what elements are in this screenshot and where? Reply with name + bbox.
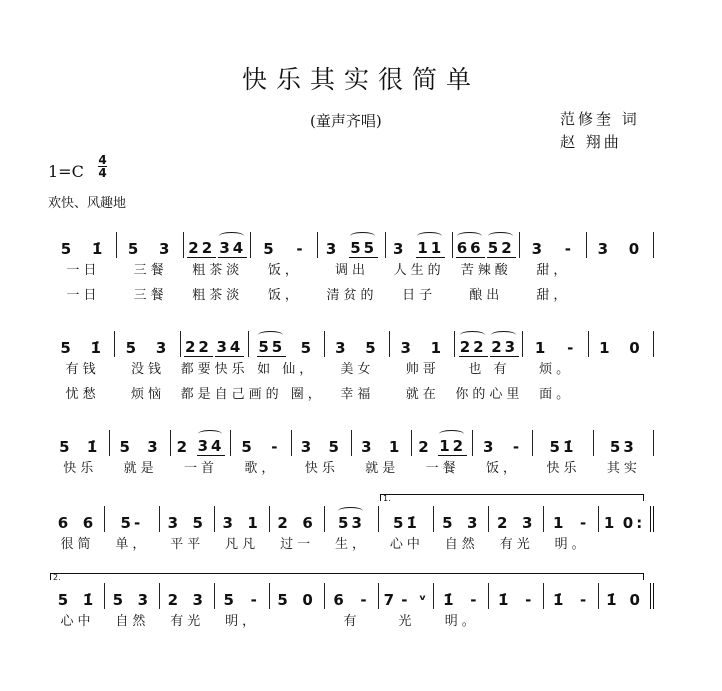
time-signature xyxy=(98,154,107,179)
lyric-verse-1: 人生的 xyxy=(393,263,445,278)
note-group: 5 xyxy=(442,514,456,532)
measure-notes xyxy=(231,430,291,456)
lyric-verse-1: 调出 xyxy=(334,263,369,278)
lyric-verse-1: 一日 xyxy=(66,263,101,278)
note-group: 53 xyxy=(338,514,365,532)
measure xyxy=(523,331,588,407)
measure-notes xyxy=(325,583,380,609)
song-title: 快乐其实很简单 xyxy=(241,65,480,94)
lyric-verse-1: 一首 xyxy=(184,461,219,476)
lyric-verse-2: 清贫的 xyxy=(326,288,378,303)
measure xyxy=(489,583,544,634)
measure xyxy=(325,583,380,634)
measure xyxy=(171,430,231,481)
lyric-verse-1: 都要快乐 xyxy=(180,362,249,377)
note-group: 1 xyxy=(534,339,549,357)
lyric-verse-1: 美女 xyxy=(340,362,375,377)
note-group: - xyxy=(564,240,575,258)
note-group: 3 xyxy=(400,339,414,357)
measure-notes xyxy=(50,583,105,609)
measure xyxy=(270,506,325,557)
lyric-verse-2: 你的心里 xyxy=(455,387,524,402)
note-group: 2 xyxy=(418,438,432,456)
measure xyxy=(325,331,390,407)
note-group: 2 xyxy=(176,438,191,456)
measure-notes xyxy=(352,430,412,456)
note-group: 52 xyxy=(487,239,515,257)
measure-notes xyxy=(544,583,599,609)
measure-notes xyxy=(105,583,160,609)
measure xyxy=(231,430,291,481)
measure xyxy=(115,331,180,407)
note-group: - xyxy=(360,591,370,609)
lyric-verse-1: 歌， xyxy=(244,461,279,476)
measure xyxy=(455,331,523,407)
measure-notes xyxy=(270,583,325,609)
measure xyxy=(386,232,453,308)
note-group: 3 xyxy=(158,240,173,258)
lyric-verse-1: 凡凡 xyxy=(225,537,260,552)
lyric-verse-1: 苦辣酸 xyxy=(460,263,512,278)
measure-notes xyxy=(544,506,599,532)
note-group: 1̇ xyxy=(443,591,457,609)
note-group: 55 xyxy=(350,239,378,257)
key-signature: 1=C xyxy=(48,162,84,181)
lyric-verse-1: 粗茶淡 xyxy=(192,263,244,278)
lyric-verse-1: 一餐 xyxy=(425,461,460,476)
note-group: 3 xyxy=(335,339,349,357)
measure-notes xyxy=(160,583,215,609)
note-group: 34 xyxy=(197,437,225,455)
note-group: 5 xyxy=(60,240,75,258)
note-group: - xyxy=(271,438,281,456)
note-group: 1 xyxy=(430,339,445,357)
measure-notes xyxy=(50,232,117,258)
measure-notes xyxy=(184,232,251,258)
staff-row xyxy=(50,331,654,407)
note-group: 5- xyxy=(120,514,144,532)
note-group: 6 xyxy=(302,514,316,532)
note-group: 5 xyxy=(328,438,342,456)
measure xyxy=(379,583,434,634)
note-group: 6 xyxy=(333,591,347,609)
note-group: 5 xyxy=(119,438,133,456)
measure xyxy=(184,232,251,308)
note-group: 2 xyxy=(497,514,511,532)
measure xyxy=(292,430,352,481)
measure xyxy=(412,430,472,481)
lyric-verse-2: 画的 圈， xyxy=(248,387,325,402)
note-group: 1̇ xyxy=(82,591,97,609)
volta-first-ending: 1. xyxy=(380,494,644,501)
lyric-verse-1 xyxy=(599,609,654,634)
note-group: 7 xyxy=(383,591,397,609)
measure-notes xyxy=(325,331,390,357)
lyric-verse-1: 烦。 xyxy=(539,362,574,377)
note-group: 5 xyxy=(263,240,277,258)
measure-notes xyxy=(379,506,434,532)
measure xyxy=(453,232,520,308)
note-group: 0 xyxy=(628,240,643,258)
note-group: 1 xyxy=(388,438,403,456)
measure xyxy=(520,232,587,308)
measure-notes xyxy=(249,331,325,357)
note-group: 3 xyxy=(361,438,375,456)
measure-notes xyxy=(390,331,455,357)
measure-notes xyxy=(587,232,654,258)
note-group: - xyxy=(296,240,306,258)
note-group: 1 xyxy=(247,514,261,532)
lyric-verse-1: 就是 xyxy=(365,461,400,476)
measure-notes xyxy=(599,506,654,532)
note-group: - xyxy=(470,591,480,609)
time-bottom: 4 xyxy=(98,166,107,180)
note-group: 51̇ xyxy=(549,438,577,456)
note-group: 23 xyxy=(491,338,519,356)
note-group: 3 xyxy=(483,438,497,456)
measure-notes xyxy=(434,583,489,609)
time-top: 4 xyxy=(98,153,107,167)
measure xyxy=(181,331,249,407)
measure xyxy=(110,430,170,481)
measure xyxy=(160,506,215,557)
lyric-verse-1: 生， xyxy=(334,537,369,552)
lyric-verse-1: 明， xyxy=(225,614,260,629)
measure xyxy=(270,583,325,634)
lyric-verse-1: 自然 xyxy=(115,614,150,629)
note-group: 3 xyxy=(325,240,340,258)
measure xyxy=(589,331,654,407)
measure xyxy=(473,430,533,481)
measure-notes xyxy=(171,430,231,456)
measure xyxy=(599,506,654,557)
note-group: - xyxy=(580,514,590,532)
lyric-verse-2: 忧愁 xyxy=(65,387,100,402)
note-group: 22 xyxy=(188,239,216,257)
note-group: - xyxy=(525,591,535,609)
measure-notes xyxy=(251,232,318,258)
measure xyxy=(434,583,489,634)
note-group: - xyxy=(512,438,523,456)
measure xyxy=(544,583,599,634)
measure-notes xyxy=(160,506,215,532)
measure xyxy=(50,430,110,481)
lyric-verse-1: 如 仙， xyxy=(257,362,317,377)
lyric-verse-1: 明。 xyxy=(444,614,479,629)
note-group: 0: xyxy=(622,514,646,532)
note-group: 5 xyxy=(112,591,127,609)
note-group: 34 xyxy=(219,239,247,257)
measure-notes xyxy=(117,232,184,258)
note-group: 3 xyxy=(467,514,481,532)
measure xyxy=(50,232,117,308)
note-group: 1̇ xyxy=(91,240,106,258)
lyric-verse-2: 饭， xyxy=(267,288,302,303)
lyric-verse-1: 明。 xyxy=(554,537,589,552)
measure xyxy=(533,430,593,481)
lyric-verse-1: 快乐 xyxy=(546,461,581,476)
lyric-verse-1: 心中 xyxy=(60,614,95,629)
note-group: 2 xyxy=(277,514,291,532)
lyric-verse-1: 帅哥 xyxy=(405,362,440,377)
measure-notes xyxy=(434,506,489,532)
note-group: 12 xyxy=(439,437,467,455)
measure xyxy=(318,232,385,308)
measure-notes xyxy=(318,232,385,258)
note-group: 1̇ xyxy=(606,591,620,609)
note-group: 1 xyxy=(552,514,567,532)
measure xyxy=(587,232,654,308)
lyric-verse-1 xyxy=(599,532,654,557)
lyric-verse-1: 有 xyxy=(343,614,361,629)
note-group: 5 xyxy=(57,591,72,609)
lyric-verse-1: 甜， xyxy=(536,263,571,278)
note-group: 22 xyxy=(184,338,212,356)
measure-notes xyxy=(412,430,472,456)
note-group: 0 xyxy=(629,591,643,609)
note-group: 53 xyxy=(609,438,637,456)
measure xyxy=(544,506,599,557)
note-group: - xyxy=(250,591,260,609)
note-group: 1̇ xyxy=(552,591,567,609)
lyric-verse-2: 三餐 xyxy=(133,288,168,303)
note-group: - xyxy=(580,591,590,609)
note-group: 3 xyxy=(147,438,161,456)
note-group: 3 xyxy=(192,591,206,609)
lyric-verse-1: 有光 xyxy=(170,614,205,629)
measure-notes xyxy=(386,232,453,258)
measure-notes xyxy=(50,506,105,532)
note-group: 5 xyxy=(223,591,237,609)
measure xyxy=(390,331,455,407)
measure-notes xyxy=(473,430,533,456)
note-group: - xyxy=(567,339,577,357)
lyric-verse-1 xyxy=(270,609,325,634)
lyric-verse-1 xyxy=(587,258,654,283)
measure xyxy=(215,506,270,557)
measure-notes xyxy=(520,232,587,258)
measure-notes xyxy=(50,430,110,456)
lyric-verse-1 xyxy=(544,609,599,634)
lyric-verse-1: 自然 xyxy=(444,537,479,552)
note-group: - ᵛ xyxy=(401,591,430,609)
note-group: 3 xyxy=(155,339,170,357)
note-group: 22 xyxy=(459,338,487,356)
tempo-marking: 欢快、风趣地 xyxy=(48,196,127,211)
measure-notes xyxy=(533,430,593,456)
measure-notes xyxy=(589,331,654,357)
note-group: 3 xyxy=(167,514,181,532)
lyric-verse-1: 很简 xyxy=(60,537,95,552)
lyric-verse-1: 三餐 xyxy=(133,263,168,278)
lyricist-credit: 范修奎 词 xyxy=(560,110,640,128)
measure-notes xyxy=(455,331,523,357)
note-group: 3 xyxy=(222,514,236,532)
note-group: 5 xyxy=(241,438,255,456)
lyric-verse-2: 都是自己 xyxy=(180,387,249,402)
measure-notes xyxy=(270,506,325,532)
lyric-verse-1 xyxy=(489,609,544,634)
note-group: 3 xyxy=(531,240,546,258)
note-group: 51̇ xyxy=(392,514,420,532)
lyric-verse-2: 日子 xyxy=(402,288,437,303)
measure-notes xyxy=(325,506,380,532)
lyric-verse-2: 甜， xyxy=(536,288,571,303)
note-group: 55 xyxy=(258,338,286,356)
lyric-verse-1: 平平 xyxy=(170,537,205,552)
measure-notes xyxy=(110,430,170,456)
measure xyxy=(249,331,325,407)
measure-notes xyxy=(594,430,654,456)
note-group: 1̇ xyxy=(86,438,101,456)
lyric-verse-1: 有光 xyxy=(499,537,534,552)
note-group: 66 xyxy=(456,239,484,257)
measure-notes xyxy=(489,583,544,609)
measure-notes xyxy=(523,331,588,357)
measure xyxy=(117,232,184,308)
lyric-verse-2 xyxy=(587,283,654,308)
note-group: 6 xyxy=(82,514,97,532)
measure xyxy=(50,331,115,407)
note-group: 0 xyxy=(629,339,643,357)
note-group: 3 xyxy=(300,438,315,456)
note-group: 3 xyxy=(392,240,407,258)
lyric-verse-2: 烦恼 xyxy=(130,387,165,402)
note-group: 2 xyxy=(167,591,181,609)
lyric-verse-1: 单， xyxy=(115,537,150,552)
note-group: 1 xyxy=(603,514,618,532)
measure xyxy=(215,583,270,634)
volta-second-ending: 2. xyxy=(50,573,644,580)
staff-row xyxy=(50,506,654,557)
lyric-verse-2: 幸福 xyxy=(340,387,375,402)
lyric-verse-1 xyxy=(589,357,654,382)
lyric-verse-2: 就在 xyxy=(405,387,440,402)
measure xyxy=(105,506,160,557)
measure xyxy=(105,583,160,634)
measure-notes xyxy=(599,583,654,609)
measure-notes xyxy=(453,232,520,258)
note-group: 5 xyxy=(300,339,315,357)
staff-row xyxy=(50,583,654,634)
lyric-verse-2: 酿出 xyxy=(469,288,504,303)
lyric-verse-1: 没钱 xyxy=(130,362,165,377)
lyric-verse-1: 也 有 xyxy=(468,362,511,377)
lyric-verse-1: 饭， xyxy=(486,461,521,476)
measure-notes xyxy=(489,506,544,532)
measure xyxy=(325,506,380,557)
performance-note: (童声齐唱) xyxy=(310,112,382,130)
note-group: 0 xyxy=(302,591,316,609)
measure-notes xyxy=(215,583,270,609)
note-group: 5 xyxy=(365,339,379,357)
lyric-verse-1: 光 xyxy=(398,614,416,629)
measure xyxy=(434,506,489,557)
measure xyxy=(352,430,412,481)
staff-row xyxy=(50,232,654,308)
measure xyxy=(379,506,434,557)
note-group: 34 xyxy=(216,338,244,356)
note-group: 5 xyxy=(59,438,73,456)
note-group: 5 xyxy=(125,339,140,357)
note-group: 5 xyxy=(127,240,142,258)
lyric-verse-1: 其实 xyxy=(606,461,641,476)
note-group: 5 xyxy=(277,591,291,609)
lyric-verse-1: 就是 xyxy=(123,461,158,476)
measure xyxy=(50,506,105,557)
lyric-verse-1: 饭， xyxy=(267,263,302,278)
measure-notes xyxy=(50,331,115,357)
note-group: 1̇ xyxy=(90,339,104,357)
lyric-verse-2: 粗茶淡 xyxy=(192,288,244,303)
measure-notes xyxy=(105,506,160,532)
measure-notes xyxy=(292,430,352,456)
measure xyxy=(599,583,654,634)
note-group: 11 xyxy=(417,239,445,257)
lyric-verse-1: 快乐 xyxy=(63,461,98,476)
measure-notes xyxy=(181,331,249,357)
lyric-verse-1: 过一 xyxy=(280,537,315,552)
measure xyxy=(594,430,654,481)
staff-row xyxy=(50,430,654,481)
note-group: 3 xyxy=(597,240,612,258)
lyric-verse-1: 心中 xyxy=(389,537,424,552)
lyric-verse-2: 一日 xyxy=(66,288,101,303)
measure xyxy=(160,583,215,634)
lyric-verse-2: 面。 xyxy=(539,387,574,402)
measure xyxy=(251,232,318,308)
measure-notes xyxy=(115,331,180,357)
note-group: 3 xyxy=(137,591,152,609)
note-group: 1 xyxy=(599,339,613,357)
note-group: 5 xyxy=(192,514,206,532)
composer-credit: 赵 翔曲 xyxy=(560,133,622,151)
note-group: 6 xyxy=(57,514,72,532)
lyric-verse-1: 快乐 xyxy=(304,461,339,476)
lyric-verse-2 xyxy=(589,382,654,407)
note-group: 3 xyxy=(521,514,536,532)
measure xyxy=(489,506,544,557)
measure-notes xyxy=(215,506,270,532)
note-group: 1̇ xyxy=(498,591,512,609)
lyric-verse-1: 有钱 xyxy=(65,362,100,377)
note-group: 5 xyxy=(60,339,74,357)
measure-notes xyxy=(379,583,434,609)
measure xyxy=(50,583,105,634)
